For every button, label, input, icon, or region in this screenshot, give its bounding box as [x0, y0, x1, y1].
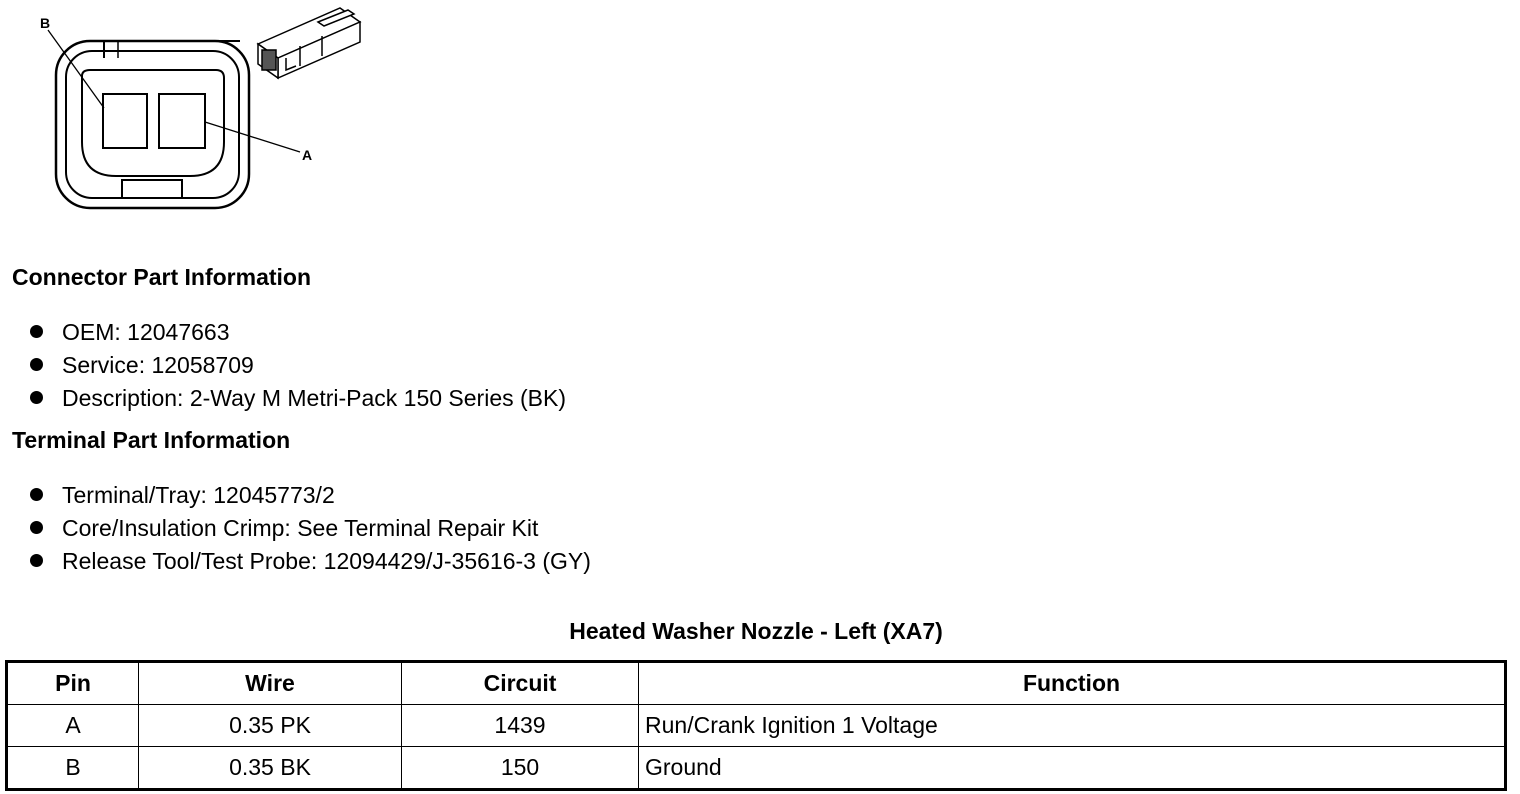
connector-housing-outer — [56, 41, 249, 208]
connector-info-list — [30, 316, 566, 415]
bullet-icon — [30, 391, 43, 404]
list-item: Service: 12058709 — [30, 349, 566, 382]
list-item: Release Tool/Test Probe: 12094429/J-35616-3 (GY) — [30, 545, 591, 578]
connector-section-title: Connector Part Information — [12, 264, 312, 290]
list-item: Description: 2-Way M Metri-Pack 150 Series (BK) — [30, 382, 566, 415]
cell-circuit: 1439 — [402, 705, 639, 747]
bullet-icon — [30, 554, 43, 567]
table-row — [7, 705, 1506, 747]
cell-pin: A — [7, 705, 139, 747]
leader-a — [205, 122, 300, 152]
table-row — [7, 747, 1506, 790]
cell-wire: 0.35 PK — [139, 705, 402, 747]
label-b: B — [40, 15, 51, 31]
bullet-icon — [30, 488, 43, 501]
cavity-a — [159, 94, 205, 148]
connector-top-tab — [104, 41, 240, 58]
terminal-section-title: Terminal Part Information — [12, 427, 291, 453]
header-wire: Wire — [139, 662, 402, 705]
terminal-info-list — [30, 479, 591, 578]
cell-function: Ground — [639, 747, 1506, 790]
cell-circuit: 150 — [402, 747, 639, 790]
bullet-icon — [30, 325, 43, 338]
connector-diagram — [0, 0, 400, 220]
pinout-table — [5, 660, 1507, 791]
list-item: OEM: 12047663 — [30, 316, 566, 349]
list-item: Core/Insulation Crimp: See Terminal Repair Kit — [30, 512, 591, 545]
connector-thumbnail-icon — [258, 8, 360, 78]
cell-function: Run/Crank Ignition 1 Voltage — [639, 705, 1506, 747]
list-item: Terminal/Tray: 12045773/2 — [30, 479, 591, 512]
table-title: Heated Washer Nozzle - Left (XA7) — [569, 618, 943, 644]
cell-wire: 0.35 BK — [139, 747, 402, 790]
label-a: A — [302, 147, 313, 163]
cell-pin: B — [7, 747, 139, 790]
cavity-b — [103, 94, 147, 148]
header-pin: Pin — [7, 662, 139, 705]
header-function: Function — [639, 662, 1506, 705]
bullet-icon — [30, 358, 43, 371]
bullet-icon — [30, 521, 43, 534]
table-header-row — [7, 662, 1506, 705]
header-circuit: Circuit — [402, 662, 639, 705]
